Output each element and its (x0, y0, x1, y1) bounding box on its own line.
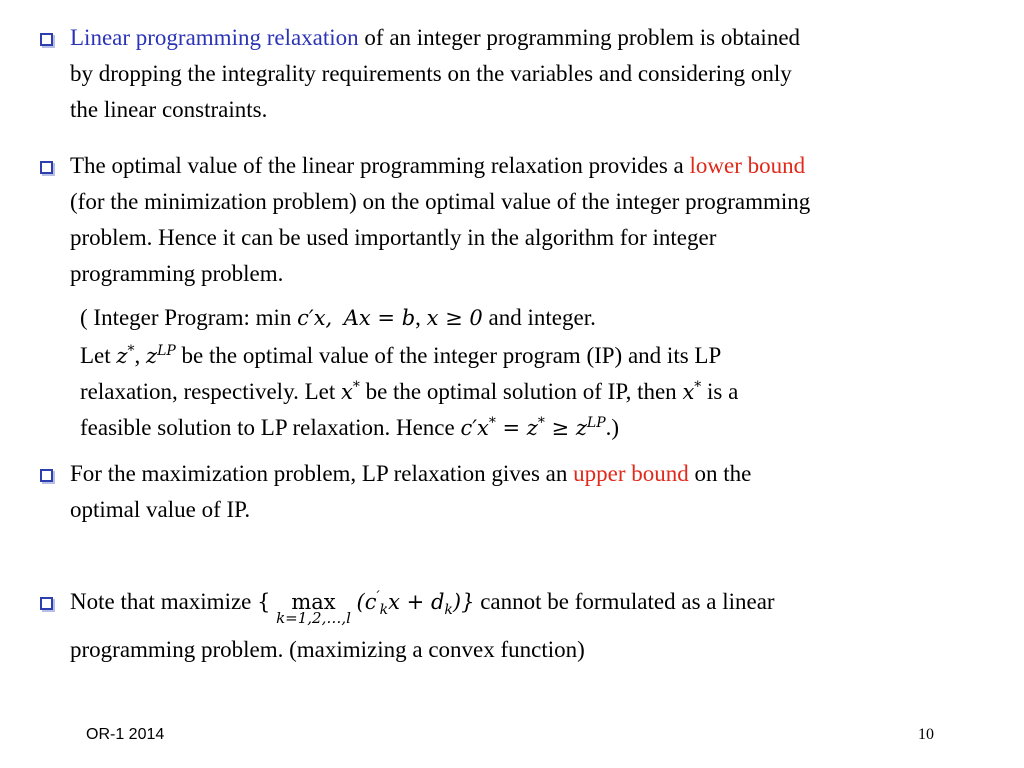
bullet-maximize-note (40, 584, 1000, 668)
bullet-text (70, 584, 995, 668)
note-formula-line: Note that maximize { max k=1,2,…,l $(c'_kx + d_k)$} cannot be formulated as a linear (70, 584, 995, 632)
math-bound-relation: $c'x^* = z^* \ge z^{LP}$ (460, 415, 606, 440)
math-z-lp: $z^{LP}$ (145, 343, 176, 368)
square-bullet-icon (40, 161, 53, 174)
term-lower-bound: lower bound (689, 153, 806, 178)
text-line: problem. Hence it can be used importantly in the algorithm for integer (70, 225, 717, 250)
term-upper-bound: upper bound (573, 461, 689, 486)
math-z-star: z* (116, 343, 135, 368)
bullet-text (70, 20, 995, 128)
integer-program-note (80, 300, 980, 450)
bullet-lp-relaxation (40, 20, 1000, 130)
math-objective: c′x, (297, 306, 333, 330)
bullet-text (70, 148, 995, 292)
note-line-1: ( Integer Program: min c′x, Ax = b, x ≥ 0 and integer. (80, 305, 596, 330)
text-line: the linear constraints. (70, 97, 268, 122)
text-line: optimal value of IP. (70, 497, 251, 522)
math-constraint-eq: Ax = b (343, 306, 416, 330)
bullet-text: For the maximization problem, LP relaxation gives an upper bound on the optimal value of IP. (70, 461, 752, 522)
text-line: programming problem. (maximizing a convex function) (70, 637, 585, 662)
math-constraint-nonneg: x ≥ 0 (426, 306, 483, 330)
text-line: by dropping the integrality requirements on the variables and considering only (70, 61, 792, 86)
math-x-star: x* (682, 379, 702, 404)
square-bullet-icon (40, 33, 53, 46)
page-number: 10 (918, 726, 934, 743)
math-max-subscript: k=1,2,…,l (276, 609, 351, 627)
text-line: programming problem. (70, 261, 284, 286)
text-line: The optimal value of the linear programming relaxation provides a (70, 153, 690, 178)
footer-course-label: OR-1 2014 (86, 726, 165, 743)
square-bullet-icon (40, 469, 53, 482)
note-line-3: relaxation, respectively. Let x* be the optimal solution of IP, then x* is a (80, 379, 739, 404)
bullet-lower-bound (40, 148, 1000, 294)
square-bullet-icon (40, 597, 53, 610)
math-max-operator: max k=1,2,…,l (271, 584, 357, 620)
text-line: (for the minimization problem) on the optimal value of the integer programming (70, 189, 811, 214)
term-lp-relaxation: Linear programming relaxation (70, 25, 359, 50)
note-line-2: Let z*, $z^{LP}$ be the optimal value of the integer program (IP) and its LP (80, 343, 722, 368)
note-line-4: feasible solution to LP relaxation. Hence $c'x^* = z^* \ge z^{LP}$.) (80, 415, 620, 440)
math-x-star: x* (340, 379, 360, 404)
text-line: of an integer programming problem is obtained (358, 25, 801, 50)
math-brace-open: { (257, 590, 271, 614)
math-affine-term: $(c'_kx + d_k)$} (356, 589, 475, 618)
bullet-upper-bound (40, 456, 1000, 530)
